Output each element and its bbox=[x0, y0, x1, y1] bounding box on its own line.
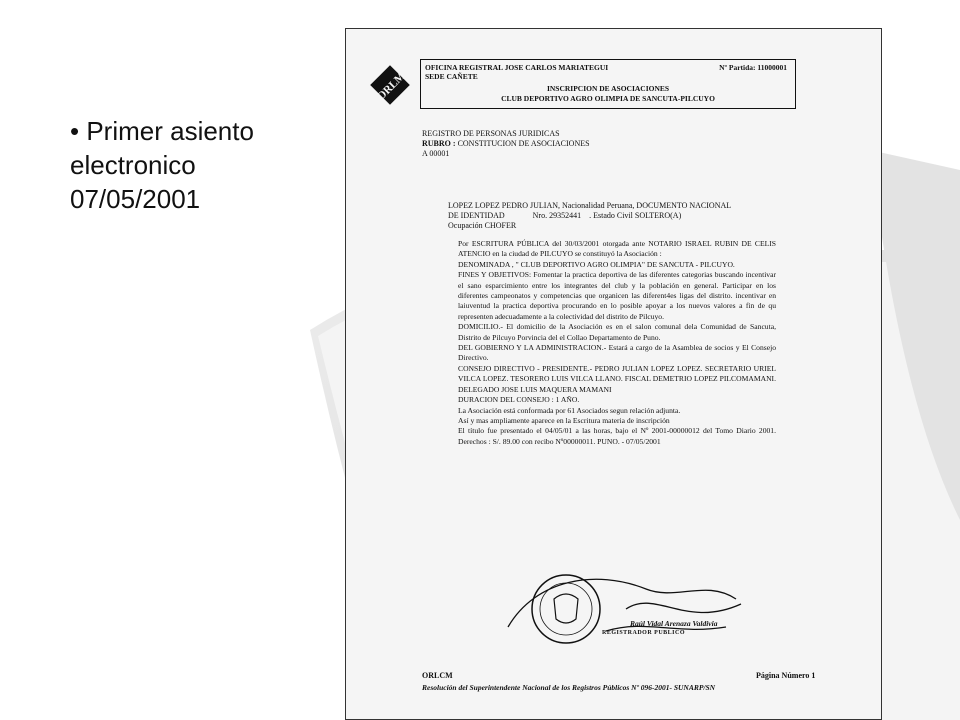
person-line-3: Ocupación CHOFER bbox=[448, 221, 517, 230]
footer-office-code: ORLCM bbox=[422, 671, 453, 680]
logo-text: ORLM bbox=[375, 70, 408, 103]
body-paragraph-4: DOMICILIO.- El domicilio de la Asociación es en el salon comunal dela Comunidad de Sancuta, Distrito de Pilcuyo Porvincia del el Collao Departamento de Puno. bbox=[458, 322, 776, 342]
slide-bullet-text bbox=[70, 114, 330, 216]
seal-outer-ring bbox=[532, 575, 600, 643]
person-block bbox=[448, 201, 770, 231]
seal-and-signature bbox=[506, 569, 746, 649]
body-paragraph-2: DENOMINADA , " CLUB DEPORTIVO AGRO OLIMPIA" DE SANCUTA - PILCUYO. bbox=[458, 259, 735, 269]
partida-number: Nº Partida: 11000001 bbox=[719, 63, 787, 72]
asiento-number: A 00001 bbox=[422, 149, 450, 158]
seal-inner-ring bbox=[540, 583, 592, 635]
registry-info bbox=[422, 129, 590, 159]
footer-resolution: Resolución del Superintendente Nacional de los Registros Públicos Nº 096-2001- SUNARP/SN bbox=[422, 683, 716, 692]
body-paragraph-10: El título fue presentado el 04/05/01 a las horas, bajo el Nº 2001-00000012 del Tomo Diario 2001. Derechos : S/. 89.00 con recibo Nº00000011. PUNO. - 07/05/2001 bbox=[458, 426, 776, 446]
scanned-document bbox=[345, 28, 882, 720]
person-line-2: DE IDENTIDAD Nro. 29352441 . Estado Civil SOLTERO(A) bbox=[448, 211, 682, 220]
person-line-1: LOPEZ LOPEZ PEDRO JULIAN, Nacionalidad Peruana, DOCUMENTO NACIONAL bbox=[448, 201, 732, 210]
footer-page-number: Página Número 1 bbox=[756, 671, 816, 680]
body-paragraph-7: DURACION DEL CONSEJO : 1 AÑO. bbox=[458, 395, 580, 405]
rubro-value: CONSTITUCION DE ASOCIACIONES bbox=[457, 139, 590, 148]
document-header-box bbox=[420, 59, 796, 109]
bullet-line-1: • Primer asiento bbox=[70, 116, 254, 146]
registrar-signature: Raúl Vidal Arenaza Valdivia bbox=[630, 619, 718, 628]
body-paragraph-6: CONSEJO DIRECTIVO - PRESIDENTE.- PEDRO JULIAN LOPEZ LOPEZ. SECRETARIO URIEL VILCA LOPEZ. TESORERO LUIS VILCA LLANO. FISCAL DEMETRIO LOPEZ PILCOMAMANI. DELEGADO JOSE LUIS MAQUERA MAMANI bbox=[458, 363, 776, 394]
club-name: CLUB DEPORTIVO AGRO OLIMPIA DE SANCUTA-PILCUYO bbox=[501, 94, 715, 103]
office-name: OFICINA REGISTRAL JOSE CARLOS MARIATEGUI bbox=[425, 63, 609, 72]
bullet-line-2: electronico bbox=[70, 150, 196, 180]
body-paragraph-9: Así y mas ampliamente aparece en la Escritura materia de inscripción bbox=[458, 415, 670, 425]
seal-emblem-icon bbox=[554, 594, 578, 623]
document-body bbox=[458, 239, 776, 447]
orlm-logo bbox=[370, 65, 410, 105]
registrar-title: REGISTRADOR PUBLICO bbox=[602, 630, 686, 636]
rubro-label: RUBRO : bbox=[422, 139, 456, 148]
inscription-title: INSCRIPCION DE ASOCIACIONES bbox=[546, 84, 670, 93]
body-paragraph-5: DEL GOBIERNO Y LA ADMINISTRACION.- Estará a cargo de la Asamblea de socios y El Consejo Directivo. bbox=[458, 343, 776, 363]
body-paragraph-3: FINES Y OBJETIVOS: Fomentar la practica deportiva de las diferentes categorias buscando incentivar el sano esparcimiento entre los integrantes del club y la población en general. Participar en los diferentes campeonatos y competencias que organicen las diferent4es ligas del distrito. incentivar en laiuventud la practica deportiva procurando en lo posible apoyar a los nuevos valores a fin de qu representen adecuadamente a la colectividad del distrito de Pilcuyo. bbox=[458, 270, 776, 321]
sede-name: SEDE CAÑETE bbox=[425, 72, 478, 81]
bullet-line-3: 07/05/2001 bbox=[70, 184, 201, 214]
registry-line: REGISTRO DE PERSONAS JURIDICAS bbox=[422, 129, 560, 138]
body-paragraph-8: La Asociación está conformada por 61 Asociados segun relación adjunta. bbox=[458, 405, 681, 415]
body-paragraph-1: Por ESCRITURA PÚBLICA del 30/03/2001 otorgada ante NOTARIO ISRAEL RUBIN DE CELIS ATENCIO en la ciudad de PILCUYO se constituyó la Asociación : bbox=[458, 239, 776, 259]
rubro-line bbox=[422, 139, 590, 149]
